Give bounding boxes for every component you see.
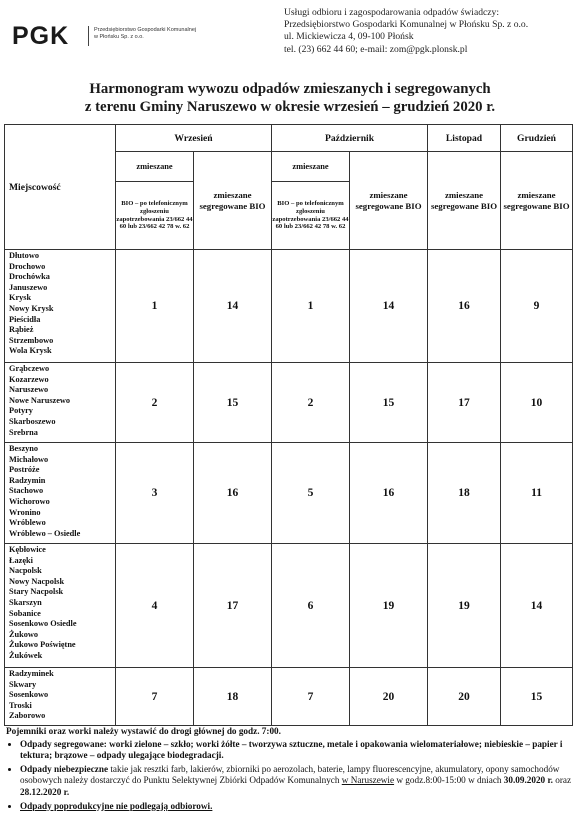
location-header: Miejscowość [5, 125, 116, 250]
village-name: Zaborowo [9, 711, 46, 721]
bio-note-september: BIO – po telefonicznym zgłoszeniu zapotrzebowania 23/662 44 60 lub 23/662 42 78 w. 62 [116, 182, 194, 250]
village-name: Stary Nacpolsk [9, 587, 64, 597]
village-name: Pieścidła [9, 314, 41, 324]
date-cell: 7 [116, 668, 194, 726]
village-name: Januszewo [9, 282, 48, 292]
village-name: Drochówka [9, 272, 50, 282]
village-name: Sosenkowo Osiedle [9, 619, 77, 629]
village-name: Strzembowo [9, 335, 54, 345]
date-cell: 5 [272, 443, 350, 544]
date-cell: 18 [194, 668, 272, 726]
company-logo: PGK [12, 22, 70, 50]
notes-section [6, 726, 574, 814]
village-name: Radzyminek [9, 669, 54, 678]
village-name: Michałowo [9, 454, 49, 464]
village-list [5, 443, 116, 544]
village-name: Krysk [9, 293, 32, 303]
note-hazardous-text: takie jak resztki farb, lakierów, zbiorniki po aerozolach, baterie, lampy fluorescencyjne, akumulatory, opony samochodów osobowych należy dostarczyć do Punktu Selektywnej Zbiórki Odpadów Komunalnych [20, 763, 560, 786]
note-hazardous-date: 30.09.2020 r. [503, 775, 553, 786]
village-name: Skarboszewo [9, 416, 56, 426]
date-cell: 6 [272, 544, 350, 668]
village-name: Wróblewo – Osiedle [9, 528, 81, 538]
table-row [5, 668, 573, 726]
note-segregated: • Odpady segregowane: worki zielone – szkło; worki żółte – tworzywa sztuczne, metale i opakowania wielomateriałowe; niebieskie – papier i tektura; brązowe – odpady ulegające biodegradacji. [20, 739, 574, 762]
title-line: z terenu Gminy Naruszewo w okresie wrzesień – grudzień 2020 r. [84, 99, 496, 115]
date-cell: 1 [116, 250, 194, 363]
village-name: Drochowo [9, 261, 46, 271]
schedule-table [4, 124, 573, 726]
village-name: Nowe Naruszewo [9, 395, 71, 405]
date-cell: 14 [501, 544, 573, 668]
note-hazardous [20, 764, 574, 799]
segregated-header-december: zmieszane segregowane BIO [501, 152, 573, 250]
note-hazardous-place: w Naruszewie [341, 775, 395, 786]
note-hazardous-hours: w godz.8:00-15:00 w dniach [394, 775, 504, 786]
village-name: Żukowo Poświętne [9, 640, 76, 650]
village-name: Kębłowice [9, 545, 46, 554]
village-name: Beszyno [9, 444, 39, 453]
date-cell: 14 [194, 250, 272, 363]
table-row [5, 443, 573, 544]
note-hazardous-date: 28.12.2020 r. [20, 786, 70, 797]
village-list [5, 363, 116, 443]
company-info-line: Przedsiębiorstwo Gospodarki Komunalnej w Płońsku Sp. z o.o. [284, 19, 529, 31]
company-info [284, 7, 574, 56]
village-name: Nowy Krysk [9, 303, 54, 313]
village-list [5, 668, 116, 726]
table-row [5, 250, 573, 363]
note-hazardous-conj: oraz [552, 775, 572, 786]
village-name: Skarszyn [9, 597, 42, 607]
date-cell: 19 [350, 544, 428, 668]
village-name: Nowy Nacpolsk [9, 576, 65, 586]
date-cell: 16 [194, 443, 272, 544]
date-cell: 16 [350, 443, 428, 544]
segregated-header-october: zmieszane segregowane BIO [350, 152, 428, 250]
segregated-header-september: zmieszane segregowane BIO [194, 152, 272, 250]
date-cell: 9 [501, 250, 573, 363]
document-header [0, 0, 580, 72]
village-name: Wichorowo [9, 496, 50, 506]
village-name: Skwary [9, 679, 37, 689]
village-name: Wronino [9, 507, 41, 517]
logo-subtitle [94, 27, 214, 41]
village-name: Stachowo [9, 486, 44, 496]
date-cell: 20 [428, 668, 501, 726]
village-name: Rąbież [9, 325, 34, 335]
segregated-header-november: zmieszane segregowane BIO [428, 152, 501, 250]
bio-note-october: BIO – po telefonicznym zgłoszeniu zapotrzebowania 23/662 44 60 lub 23/662 42 78 w. 62 [272, 182, 350, 250]
logo-subtitle-line: w Płońsku Sp. z o.o. [94, 34, 144, 40]
month-header-october: Październik [272, 125, 428, 152]
date-cell: 1 [272, 250, 350, 363]
date-cell: 15 [501, 668, 573, 726]
village-name: Dłutowo [9, 251, 39, 260]
notes-list [6, 739, 574, 813]
month-header-november: Listopad [428, 125, 501, 152]
village-name: Łazęki [9, 555, 33, 565]
village-name: Grąbczewo [9, 364, 50, 373]
village-name: Żukówek [9, 650, 43, 660]
date-cell: 16 [428, 250, 501, 363]
notes-lead: Pojemniki oraz worki należy wystawić do drogi głównej do godz. 7:00. [6, 726, 281, 736]
company-info-line: Usługi odbioru i zagospodarowania odpadów świadczy: [284, 7, 500, 18]
company-info-line: tel. (23) 662 44 60; e-mail: zom@pgk.plonsk.pl [284, 43, 468, 55]
date-cell: 11 [501, 443, 573, 544]
date-cell: 17 [428, 363, 501, 443]
village-list [5, 544, 116, 668]
date-cell: 4 [116, 544, 194, 668]
month-header-september: Wrzesień [116, 125, 272, 152]
village-name: Sobanice [9, 608, 41, 618]
date-cell: 2 [116, 363, 194, 443]
village-name: Wróblewo [9, 518, 46, 528]
date-cell: 17 [194, 544, 272, 668]
title-line: Harmonogram wywozu odpadów zmieszanych i segregowanych [89, 81, 491, 97]
company-info-line: ul. Mickiewicza 4, 09-100 Płońsk [284, 31, 414, 43]
date-cell: 10 [501, 363, 573, 443]
village-name: Wola Krysk [9, 346, 52, 356]
date-cell: 19 [428, 544, 501, 668]
date-cell: 2 [272, 363, 350, 443]
document-title [10, 80, 570, 116]
logo-subtitle-line: Przedsiębiorstwo Gospodarki Komunalnej [94, 27, 197, 33]
table-row [5, 363, 573, 443]
date-cell: 15 [350, 363, 428, 443]
date-cell: 14 [350, 250, 428, 363]
note-hazardous-label: Odpady niebezpieczne [20, 763, 109, 774]
village-name: Naruszewo [9, 385, 49, 395]
village-name: Potyry [9, 406, 33, 416]
date-cell: 20 [350, 668, 428, 726]
mixed-header-september: zmieszane [116, 152, 194, 182]
date-cell: 18 [428, 443, 501, 544]
village-name: Nacpolsk [9, 566, 42, 576]
month-header-december: Grudzień [501, 125, 573, 152]
village-name: Żukowo [9, 629, 39, 639]
village-list [5, 250, 116, 363]
table-row [5, 544, 573, 668]
village-name: Postróże [9, 465, 40, 475]
date-cell: 3 [116, 443, 194, 544]
village-name: Srebrna [9, 427, 38, 437]
date-cell: 7 [272, 668, 350, 726]
note-production-waste: • Odpady poprodukcyjne nie podlegają odbiorowi. [20, 801, 574, 813]
village-name: Kozarzewo [9, 374, 49, 384]
village-name: Radzymin [9, 475, 46, 485]
mixed-header-october: zmieszane [272, 152, 350, 182]
village-name: Troski [9, 700, 32, 710]
village-name: Sosenkowo [9, 690, 49, 700]
logo-divider [88, 26, 89, 46]
date-cell: 15 [194, 363, 272, 443]
